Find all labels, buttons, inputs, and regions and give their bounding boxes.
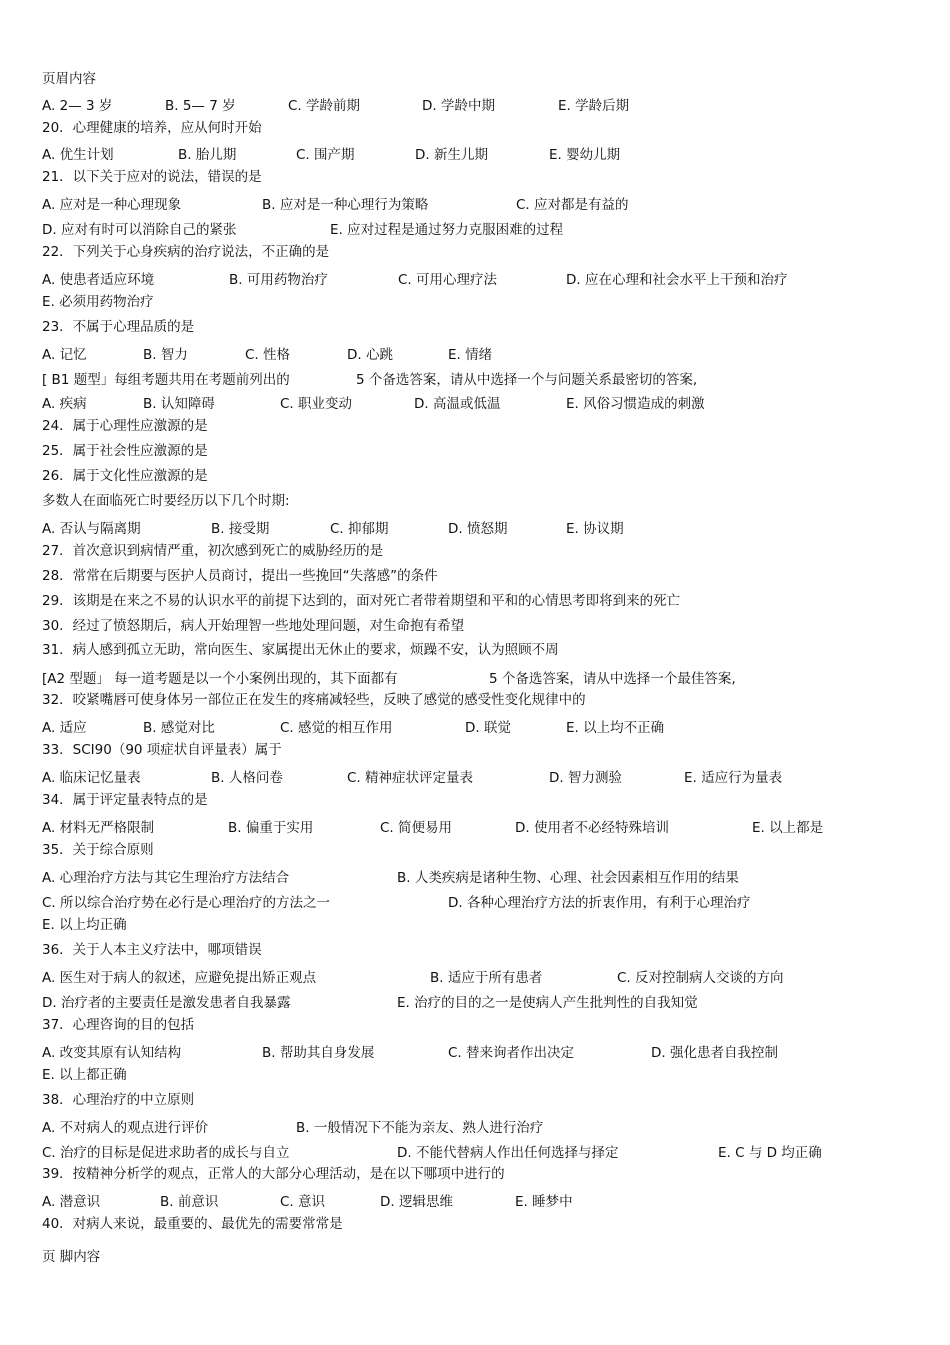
page-header: 页眉内容 bbox=[42, 71, 96, 87]
answer-option: B. 前意识 bbox=[160, 1194, 219, 1210]
text-line: E. 以上都正确 bbox=[42, 1067, 127, 1083]
answer-option: A. 潜意识 bbox=[42, 1194, 101, 1210]
text-line: E. 必须用药物治疗 bbox=[42, 294, 154, 310]
answer-option: D. 愤怒期 bbox=[448, 521, 508, 537]
text-line: 27．首次意识到病情严重，初次感到死亡的威胁经历的是 bbox=[42, 543, 384, 559]
text-line: 22．下列关于心身疾病的治疗说法，不正确的是 bbox=[42, 244, 330, 260]
answer-option: D. 智力测验 bbox=[549, 770, 622, 786]
text-line: 33．SCI90（90 项症状自评量表）属于 bbox=[42, 742, 282, 758]
answer-option: C. 替来询者作出决定 bbox=[448, 1045, 575, 1061]
answer-option: B. 人类疾病是诸种生物、心理、社会因素相互作用的结果 bbox=[397, 870, 739, 886]
answer-option: A. 应对是一种心理现象 bbox=[42, 197, 182, 213]
answer-option: B. 适应于所有患者 bbox=[430, 970, 543, 986]
answer-option: A. 使患者适应环境 bbox=[42, 272, 155, 288]
answer-option: D. 强化患者自我控制 bbox=[651, 1045, 778, 1061]
answer-option: C. 反对控制病人交谈的方向 bbox=[617, 970, 784, 986]
answer-option: A. 记忆 bbox=[42, 347, 87, 363]
page-footer: 页 脚内容 bbox=[42, 1249, 101, 1265]
answer-option: B. 感觉对比 bbox=[143, 720, 215, 736]
text-line: 39．按精神分析学的观点，正常人的大部分心理活动，是在以下哪项中进行的 bbox=[42, 1166, 505, 1182]
answer-option: C. 感觉的相互作用 bbox=[280, 720, 393, 736]
answer-option: E. 适应行为量表 bbox=[684, 770, 783, 786]
answer-option: E. 学龄后期 bbox=[558, 98, 630, 114]
answer-option: A. 疾病 bbox=[42, 396, 87, 412]
answer-option: E. 睡梦中 bbox=[515, 1194, 573, 1210]
answer-option: B. 偏重于实用 bbox=[228, 820, 314, 836]
text-line: 24．属于心理性应激源的是 bbox=[42, 418, 208, 434]
text-line: 34．属于评定量表特点的是 bbox=[42, 792, 208, 808]
answer-option: B. 胎儿期 bbox=[178, 147, 237, 163]
answer-option: A. 改变其原有认知结构 bbox=[42, 1045, 182, 1061]
answer-option: A. 优生计划 bbox=[42, 147, 114, 163]
text-line: 23．不属于心理品质的是 bbox=[42, 319, 195, 335]
text-line: 28．常常在后期要与医护人员商讨，提出一些挽回“失落感”的条件 bbox=[42, 568, 438, 584]
text-line: 32．咬紧嘴唇可使身体另一部位正在发生的疼痛减轻些，反映了感觉的感受性变化规律中的 bbox=[42, 692, 586, 708]
answer-option: C. 应对都是有益的 bbox=[516, 197, 629, 213]
answer-option: E. 以上均不正确 bbox=[566, 720, 665, 736]
answer-option: D. 心跳 bbox=[347, 347, 393, 363]
answer-option: E. 以上都是 bbox=[752, 820, 824, 836]
answer-option: C. 围产期 bbox=[296, 147, 355, 163]
answer-option: A. 临床记忆量表 bbox=[42, 770, 141, 786]
text-line: 25．属于社会性应激源的是 bbox=[42, 443, 208, 459]
answer-option: E. 应对过程是通过努力克服困难的过程 bbox=[330, 222, 564, 238]
answer-option: D. 各种心理治疗方法的折衷作用，有利于心理治疗 bbox=[448, 895, 751, 911]
answer-option: C. 治疗的目标是促进求助者的成长与自立 bbox=[42, 1145, 290, 1161]
answer-option: 5 个备选答案，请从中选择一个与问题关系最密切的答案, bbox=[356, 372, 698, 388]
answer-option: E. 情绪 bbox=[448, 347, 493, 363]
answer-option: D. 联觉 bbox=[465, 720, 511, 736]
text-line: 35．关于综合原则 bbox=[42, 842, 154, 858]
text-line: 40．对病人来说，最重要的、最优先的需要常常是 bbox=[42, 1216, 343, 1232]
answer-option: C. 学龄前期 bbox=[288, 98, 361, 114]
answer-option: B. 可用药物治疗 bbox=[229, 272, 328, 288]
text-line: E. 以上均正确 bbox=[42, 917, 127, 933]
answer-option: [ B1 题型」每组考题共用在考题前列出的 bbox=[42, 372, 290, 388]
text-line: 多数人在面临死亡时要经历以下几个时期: bbox=[42, 493, 290, 509]
answer-option: E. 治疗的目的之一是使病人产生批判性的自我知觉 bbox=[397, 995, 698, 1011]
answer-option: E. 协议期 bbox=[566, 521, 624, 537]
answer-option: D. 高温或低温 bbox=[414, 396, 501, 412]
answer-option: D. 逻辑思维 bbox=[380, 1194, 453, 1210]
answer-option: [A2 型题」 每一道考题是以一个小案例出现的，其下面都有 bbox=[42, 671, 398, 687]
answer-option: C. 简便易用 bbox=[380, 820, 453, 836]
answer-option: C. 精神症状评定量表 bbox=[347, 770, 474, 786]
answer-option: E. 风俗习惯造成的刺激 bbox=[566, 396, 705, 412]
answer-option: A. 心理治疗方法与其它生理治疗方法结合 bbox=[42, 870, 290, 886]
answer-option: D. 应对有时可以消除自己的紧张 bbox=[42, 222, 237, 238]
answer-option: B. 应对是一种心理行为策略 bbox=[262, 197, 429, 213]
text-line: 20．心理健康的培养，应从何时开始 bbox=[42, 120, 262, 136]
answer-option: B. 一般情况下不能为亲友、熟人进行治疗 bbox=[296, 1120, 544, 1136]
text-line: 31．病人感到孤立无助，常向医生、家属提出无休止的要求，烦躁不安，认为照顾不周 bbox=[42, 642, 559, 658]
text-line: 26．属于文化性应激源的是 bbox=[42, 468, 208, 484]
answer-option: D. 不能代替病人作出任何选择与择定 bbox=[397, 1145, 619, 1161]
answer-option: D. 学龄中期 bbox=[422, 98, 495, 114]
answer-option: A. 否认与隔离期 bbox=[42, 521, 141, 537]
answer-option: E. C 与 D 均正确 bbox=[718, 1145, 822, 1161]
text-line: 29．该期是在来之不易的认识水平的前提下达到的，面对死亡者带着期望和平和的心情思考即将到来的死亡 bbox=[42, 593, 681, 609]
answer-option: B. 人格问卷 bbox=[211, 770, 283, 786]
text-line: 37．心理咨询的目的包括 bbox=[42, 1017, 195, 1033]
answer-option: 5 个备选答案，请从中选择一个最佳答案, bbox=[489, 671, 736, 687]
answer-option: C. 意识 bbox=[280, 1194, 326, 1210]
answer-option: A. 不对病人的观点进行评价 bbox=[42, 1120, 209, 1136]
answer-option: D. 新生儿期 bbox=[415, 147, 488, 163]
text-line: 30．经过了愤怒期后，病人开始理智一些地处理问题，对生命抱有希望 bbox=[42, 618, 465, 634]
answer-option: C. 所以综合治疗势在必行是心理治疗的方法之一 bbox=[42, 895, 331, 911]
answer-option: B. 认知障碍 bbox=[143, 396, 215, 412]
answer-option: D. 使用者不必经特殊培训 bbox=[515, 820, 669, 836]
answer-option: A. 2— 3 岁 bbox=[42, 98, 113, 114]
answer-option: B. 帮助其自身发展 bbox=[262, 1045, 375, 1061]
answer-option: A. 材料无严格限制 bbox=[42, 820, 155, 836]
answer-option: D. 治疗者的主要责任是激发患者自我暴露 bbox=[42, 995, 291, 1011]
answer-option: D. 应在心理和社会水平上干预和治疗 bbox=[566, 272, 788, 288]
answer-option: B. 5— 7 岁 bbox=[165, 98, 236, 114]
text-line: 38．心理治疗的中立原则 bbox=[42, 1092, 195, 1108]
answer-option: A. 适应 bbox=[42, 720, 87, 736]
answer-option: B. 接受期 bbox=[211, 521, 270, 537]
text-line: 21．以下关于应对的说法，错误的是 bbox=[42, 169, 262, 185]
answer-option: A. 医生对于病人的叙述，应避免提出矫正观点 bbox=[42, 970, 317, 986]
answer-option: B. 智力 bbox=[143, 347, 188, 363]
answer-option: E. 婴幼儿期 bbox=[549, 147, 621, 163]
text-line: 36．关于人本主义疗法中，哪项错误 bbox=[42, 942, 262, 958]
answer-option: C. 性格 bbox=[245, 347, 291, 363]
answer-option: C. 可用心理疗法 bbox=[398, 272, 498, 288]
answer-option: C. 抑郁期 bbox=[330, 521, 389, 537]
answer-option: C. 职业变动 bbox=[280, 396, 353, 412]
